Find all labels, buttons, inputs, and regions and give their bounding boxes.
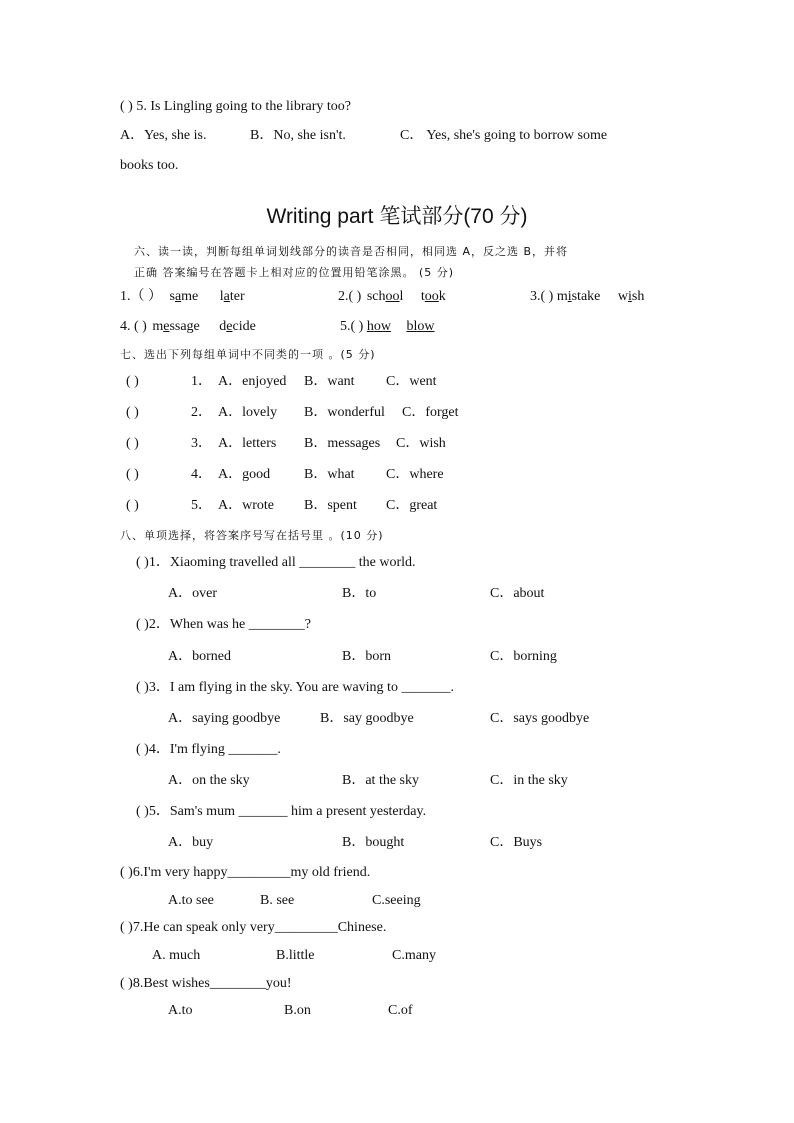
section8-heading: 八、单项选择，将答案序号写在括号里 。(10 分) [120,529,384,542]
word-1: how [366,319,391,334]
option-b: B．bought [342,835,405,850]
option-a: A．saying goodbye [168,711,281,726]
option-a: A．over [168,586,217,601]
answer-paren: ( ) [126,405,139,420]
item-number: 3． [191,436,212,451]
word-1: school [366,289,404,304]
option-b: B.little [276,948,315,963]
option-b: B．wonderful [304,405,385,420]
word-1: same [169,289,199,304]
option-a: A．lovely [218,405,278,420]
option-c: C.seeing [372,893,421,908]
section6-instruction-line2: 正确 答案编号在答题卡上相对应的位置用铅笔涂黑。 (5 分) [134,266,455,279]
question: ( )8.Best wishes________you! [120,976,292,991]
option-b: B．messages [304,436,381,451]
option-a: A．borned [168,649,231,664]
section6-item [530,288,644,306]
option-a: A．buy [168,835,214,850]
option-a: A．enjoyed [218,374,287,389]
section6-item [120,318,256,336]
writing-part-title: Writing part 笔试部分(70 分) [266,205,528,228]
section6-item [338,288,446,306]
option-b: B．spent [304,498,357,513]
option-c: C．where [386,467,444,482]
question: ( )7.He can speak only very_________Chinese. [120,920,387,935]
item-number: 4. ( ) [120,319,147,334]
item-number: 5.( ) [340,319,364,334]
word-1: mistake [556,289,601,304]
option-c: C．forget [402,405,459,420]
question: ( )2．When was he ________? [136,617,311,632]
question: ( )3．I am flying in the sky. You are waving to _______. [136,680,454,695]
option-b: B.on [284,1003,311,1018]
option-b: B．say goodbye [320,711,414,726]
option-c: C．borning [490,649,557,664]
option-c: C．says goodbye [490,711,590,726]
option-c: C.of [388,1003,413,1018]
option-b: B．born [342,649,391,664]
answer-paren: ( ) [126,374,139,389]
item-number: 2.( ) [338,289,362,304]
word-2: later [219,289,245,304]
section6-item [340,318,434,336]
listening-q5-option-b: B．No, she isn't. [250,128,346,143]
question: ( )4．I'm flying _______. [136,742,281,757]
option-a: A．on the sky [168,773,250,788]
option-b: B．to [342,586,377,601]
option-a: A.to [168,1003,193,1018]
answer-paren: ( ) [126,436,139,451]
option-a: A．wrote [218,498,274,513]
option-c: C．in the sky [490,773,568,788]
option-c: C.many [392,948,436,963]
answer-paren: ( ) [126,498,139,513]
item-number: 1.（ ） [120,289,162,304]
section6-instruction-line1: 六、读一读，判断每组单词划线部分的读音是否相同，相同选 A，反之选 B，并将 [134,245,569,258]
question: ( )5．Sam's mum _______ him a present yesterday. [136,804,427,819]
word-2: wish [617,289,645,304]
option-a: A. much [152,948,201,963]
option-b: B．at the sky [342,773,419,788]
listening-q5-option-a: A．Yes, she is. [120,128,207,143]
option-b: B．want [304,374,355,389]
listening-q5-option-c-continued: books too. [120,158,179,173]
question: ( )6.I'm very happy_________my old friend. [120,865,371,880]
item-number: 5． [191,498,212,513]
option-b: B. see [260,893,295,908]
option-c: C．Buys [490,835,543,850]
option-a: A.to see [168,893,214,908]
word-2: decide [219,319,256,334]
item-number: 3.( ) [530,289,554,304]
option-a: A．good [218,467,271,482]
listening-q5-option-c: C． Yes, she's going to borrow some [400,128,608,143]
item-number: 1． [191,374,212,389]
listening-q5: ( ) 5. Is Lingling going to the library too? [120,99,351,114]
word-1: message [152,319,200,334]
option-b: B．what [304,467,355,482]
answer-paren: ( ) [126,467,139,482]
option-c: C．went [386,374,437,389]
option-a: A．letters [218,436,277,451]
option-c: C．wish [396,436,446,451]
option-c: C．great [386,498,438,513]
word-2: blow [406,319,435,334]
option-c: C．about [490,586,545,601]
section6-item [120,288,245,306]
item-number: 4． [191,467,212,482]
question: ( )1．Xiaoming travelled all ________ the world. [136,555,416,570]
item-number: 2． [191,405,212,420]
word-2: took [420,289,446,304]
section7-heading: 七、选出下列每组单词中不同类的一项 。(5 分) [120,348,376,361]
